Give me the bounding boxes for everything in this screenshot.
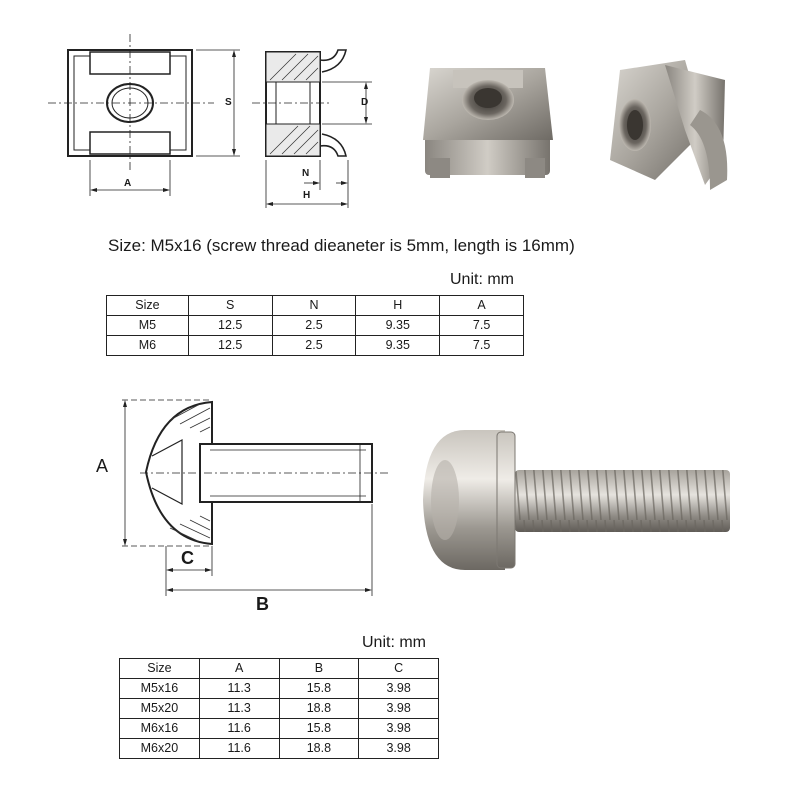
dim-label-h: H: [303, 190, 311, 201]
dim-label-a: A: [124, 178, 132, 189]
cage-nut-drawing: [0, 0, 400, 220]
header-cell: Size: [120, 659, 200, 679]
table-cell: 18.8: [279, 699, 359, 719]
table-header-row: [120, 659, 439, 679]
dim-label-b: B: [256, 594, 269, 614]
cage-nut-spec-table: [106, 295, 524, 356]
table-cell: 11.3: [199, 699, 279, 719]
header-cell: Size: [107, 296, 189, 316]
header-cell: A: [440, 296, 524, 316]
dim-label-a: A: [96, 456, 109, 476]
table-cell: 9.35: [356, 336, 440, 356]
screw-drawing: [0, 380, 400, 620]
size-description: Size: M5x16 (screw thread dieaneter is 5mm, length is 16mm): [108, 236, 575, 255]
table-cell: M6: [107, 336, 189, 356]
dim-label-n: N: [302, 168, 310, 179]
screw-spec-table: [119, 658, 439, 759]
table-row: [120, 739, 439, 759]
table-row: [120, 699, 439, 719]
table-cell: 12.5: [188, 316, 272, 336]
dim-label-c: C: [181, 548, 194, 568]
table-row: [107, 336, 524, 356]
header-cell: C: [359, 659, 439, 679]
table-row: [107, 316, 524, 336]
table-cell: M6x20: [120, 739, 200, 759]
table-cell: 2.5: [272, 316, 356, 336]
table-cell: 18.8: [279, 739, 359, 759]
table-cell: 2.5: [272, 336, 356, 356]
table-cell: 15.8: [279, 679, 359, 699]
table-cell: 15.8: [279, 719, 359, 739]
table-row: [120, 679, 439, 699]
header-cell: B: [279, 659, 359, 679]
table-cell: M5: [107, 316, 189, 336]
table-cell: 11.6: [199, 739, 279, 759]
table-cell: 7.5: [440, 316, 524, 336]
dim-label-s: S: [225, 97, 232, 108]
dim-label-d: D: [361, 97, 369, 108]
cage-nut-unit-label: Unit: mm: [450, 271, 514, 288]
table-cell: 12.5: [188, 336, 272, 356]
table-cell: M5x16: [120, 679, 200, 699]
header-cell: H: [356, 296, 440, 316]
table-row: [120, 719, 439, 739]
table-cell: 11.3: [199, 679, 279, 699]
table-cell: 3.98: [359, 679, 439, 699]
table-header-row: [107, 296, 524, 316]
table-cell: 9.35: [356, 316, 440, 336]
table-cell: 3.98: [359, 719, 439, 739]
header-cell: S: [188, 296, 272, 316]
table-cell: 3.98: [359, 739, 439, 759]
cage-nut-photo: [405, 40, 735, 220]
table-cell: M5x20: [120, 699, 200, 719]
header-cell: A: [199, 659, 279, 679]
table-cell: 3.98: [359, 699, 439, 719]
table-cell: 7.5: [440, 336, 524, 356]
screw-unit-label: Unit: mm: [362, 634, 426, 651]
table-cell: 11.6: [199, 719, 279, 739]
screw-photo: [405, 400, 735, 600]
table-cell: M6x16: [120, 719, 200, 739]
header-cell: N: [272, 296, 356, 316]
